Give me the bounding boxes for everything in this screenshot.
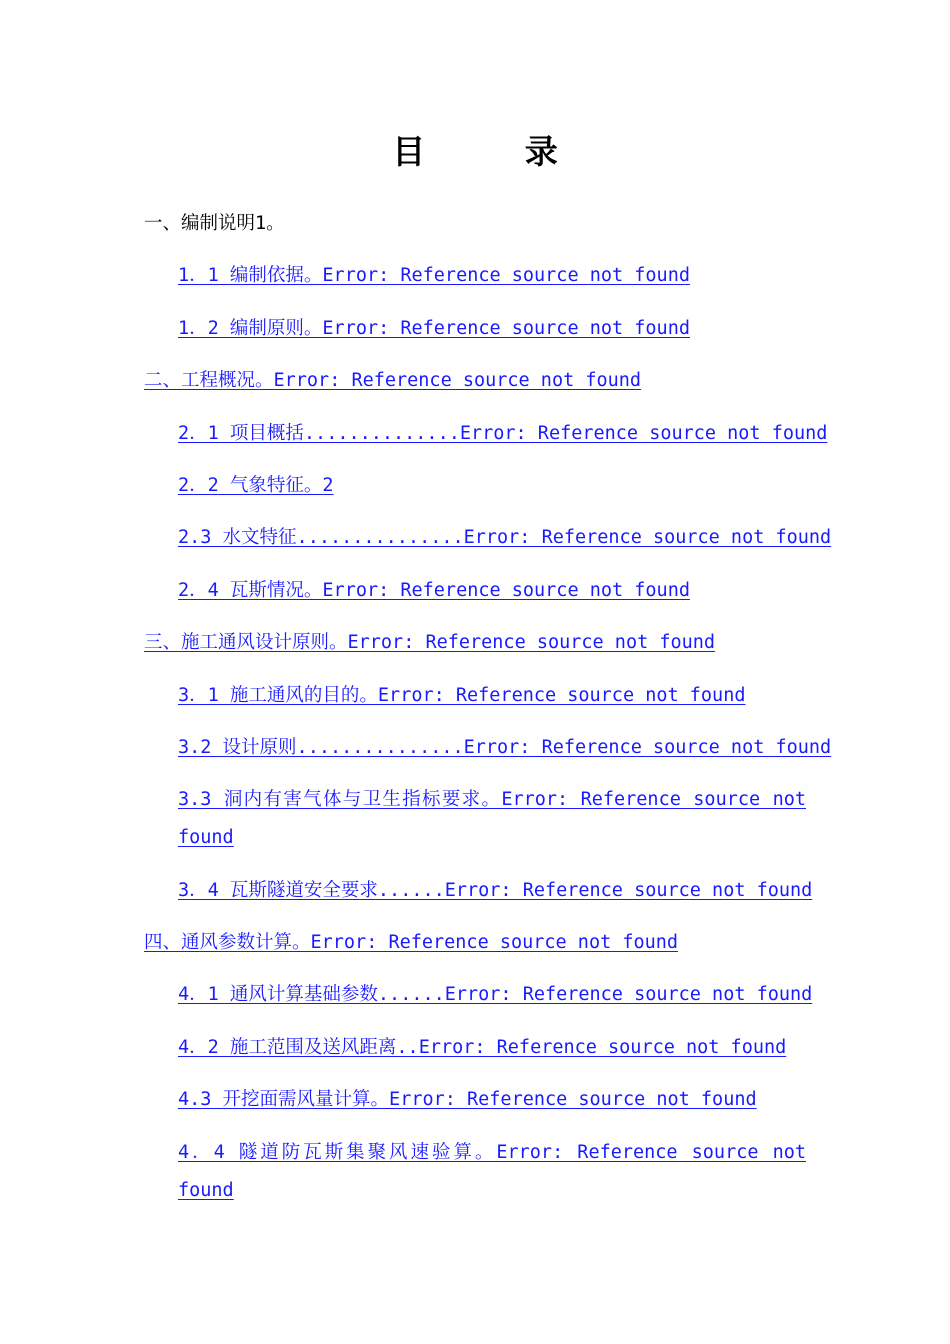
toc-link[interactable]: 2．1 项目概括..............Error: Reference source not found [178, 422, 828, 444]
toc-link[interactable]: 4．2 施工范围及送风距离..Error: Reference source not found [178, 1036, 787, 1058]
table-of-contents [0, 205, 950, 1224]
toc-link[interactable]: 3．4 瓦斯隧道安全要求......Error: Reference source not found [178, 879, 813, 901]
toc-link[interactable]: 四、通风参数计算。Error: Reference source not found [144, 932, 679, 954]
toc-link[interactable]: 3．1 施工通风的目的。Error: Reference source not found [178, 684, 746, 706]
toc-entry-1-1[interactable] [0, 257, 950, 295]
toc-link[interactable]: 3.2 设计原则...............Error: Reference source not found [178, 736, 832, 758]
toc-entry-text: 一、编制说明1。 [144, 213, 285, 234]
toc-link[interactable]: 1．1 编制依据。Error: Reference source not found [178, 265, 690, 287]
toc-entry-1-2[interactable] [0, 310, 950, 348]
toc-link[interactable]: 3.3 洞内有害气体与卫生指标要求。Error: Reference source not found [178, 789, 806, 849]
toc-link[interactable]: 4.3 开挖面需风量计算。Error: Reference source not found [178, 1089, 757, 1111]
toc-entry-4-2[interactable] [0, 1029, 950, 1067]
toc-link[interactable]: 三、施工通风设计原则。Error: Reference source not found [144, 632, 716, 654]
toc-entry-4-3[interactable] [0, 1081, 950, 1119]
toc-link[interactable]: 2．2 气象特征。2 [178, 474, 334, 496]
toc-link[interactable]: 4．1 通风计算基础参数......Error: Reference source not found [178, 984, 813, 1006]
toc-entry-section-3[interactable] [0, 624, 950, 662]
toc-entry-4-1[interactable] [0, 976, 950, 1014]
toc-link[interactable]: 1．2 编制原则。Error: Reference source not found [178, 317, 690, 339]
toc-link[interactable]: 2．4 瓦斯情况。Error: Reference source not found [178, 579, 690, 601]
toc-link[interactable]: 二、工程概况。Error: Reference source not found [144, 370, 642, 392]
toc-entry-2-4[interactable] [0, 572, 950, 610]
toc-entry-3-2[interactable] [0, 729, 950, 767]
toc-entry-section-4[interactable] [0, 924, 950, 962]
toc-entry-2-2[interactable] [0, 467, 950, 505]
toc-entry-section-1 [0, 205, 950, 243]
toc-entry-section-2[interactable] [0, 362, 950, 400]
page-title: 目 录 [392, 132, 602, 171]
toc-entry-2-3[interactable] [0, 519, 950, 557]
toc-entry-2-1[interactable] [0, 415, 950, 453]
toc-entry-3-4[interactable] [0, 872, 950, 910]
toc-link[interactable]: 4．4 隧道防瓦斯集聚风速验算。Error: Reference source not found [178, 1141, 806, 1201]
toc-entry-3-1[interactable] [0, 677, 950, 715]
toc-link[interactable]: 2.3 水文特征...............Error: Reference source not found [178, 527, 832, 549]
toc-entry-3-3[interactable] [0, 781, 806, 857]
toc-entry-4-4[interactable] [0, 1134, 806, 1210]
